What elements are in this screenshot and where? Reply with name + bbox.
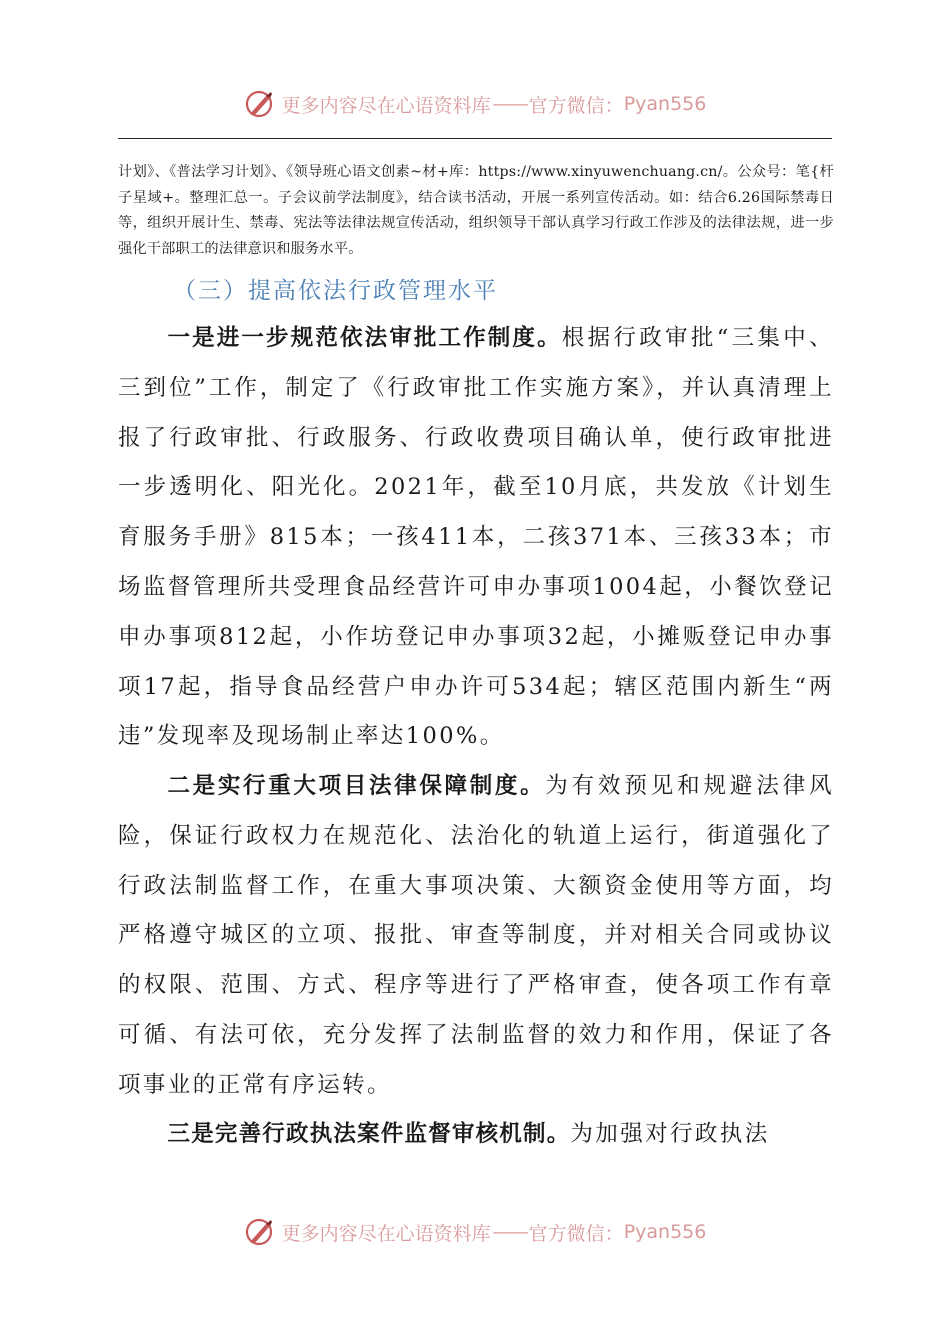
paragraph-3-text: 为加强对行政执法	[570, 1121, 770, 1147]
section-heading: （三）提高依法行政管理水平	[173, 278, 498, 304]
watermark-separator: ——	[492, 93, 527, 115]
paragraph-1	[118, 314, 834, 762]
watermark-prefix: 更多内容尽在心语资料库	[281, 94, 491, 117]
watermark-official: 官方微信：	[528, 1222, 624, 1245]
watermark-wechat-id: Pyan556	[623, 1221, 707, 1243]
paragraph-1-lead: 一是进一步规范依法审批工作制度。	[167, 325, 562, 351]
watermark-wechat-id: Pyan556	[623, 93, 707, 115]
paragraph-2	[118, 762, 834, 1111]
watermark-prefix: 更多内容尽在心语资料库	[281, 1222, 491, 1245]
paragraph-3-lead: 三是完善行政执法案件监督审核机制。	[167, 1121, 571, 1147]
header-watermark	[0, 84, 950, 124]
paragraph-2-lead: 二是实行重大项目法律保障制度。	[167, 773, 546, 799]
pen-logo-icon	[244, 1216, 276, 1248]
pen-logo-icon	[244, 88, 276, 120]
footer-watermark	[0, 1212, 950, 1252]
watermark-official: 官方微信：	[528, 94, 624, 117]
paragraph-2-text: 为有效预见和规避法律风险，保证行政权力在规范化、法治化的轨道上运行，街道强化了行政法制监督工作，在重大事项决策、大额资金使用等方面，均严格遵守城区的立项、报批、审查等制度，并对相关合同或协议的权限、范围、方式、程序等进行了严格审查，使各项工作有章可循、有法可依，充分发挥了法制监督的效力和作用，保证了各项事业的正常有序运转。	[118, 773, 834, 1098]
paragraph-3	[118, 1110, 834, 1160]
paragraph-1-text: 根据行政审批“三集中、三到位”工作，制定了《行政审批工作实施方案》，并认真清理上报了行政审批、行政服务、行政收费项目确认单，使行政审批进一步透明化、阳光化。2021年，截至10月底，共发放《计划生育服务手册》815本；一孩411本，二孩371本、三孩33本；市场监督管理所共受理食品经营许可申办事项1004起，小餐饮登记申办事项812起，小作坊登记申办事项32起，小摊贩登记申办事项17起，指导食品经营户申办许可534起；辖区范围内新生“两违”发现率及现场制止率达100%。	[118, 325, 835, 750]
watermark-separator: ——	[492, 1221, 527, 1243]
intro-paragraph: 计划》、《普法学习计划》、《领导班心语文创素~材+库：https://www.xinyuwenchuang.cn/。公众号：笔{杆子星域+。整理汇总一。子会议前学法制度》，结合读书活动，开展一系列宣传活动。如：结合6.26国际禁毒日等，组织开展计生、禁毒、宪法等法律法规宣传活动，组织领导干部认真学习行政工作涉及的法律法规，进一步强化干部职工的法律意识和服务水平。	[118, 164, 834, 257]
header-rule	[118, 138, 832, 139]
